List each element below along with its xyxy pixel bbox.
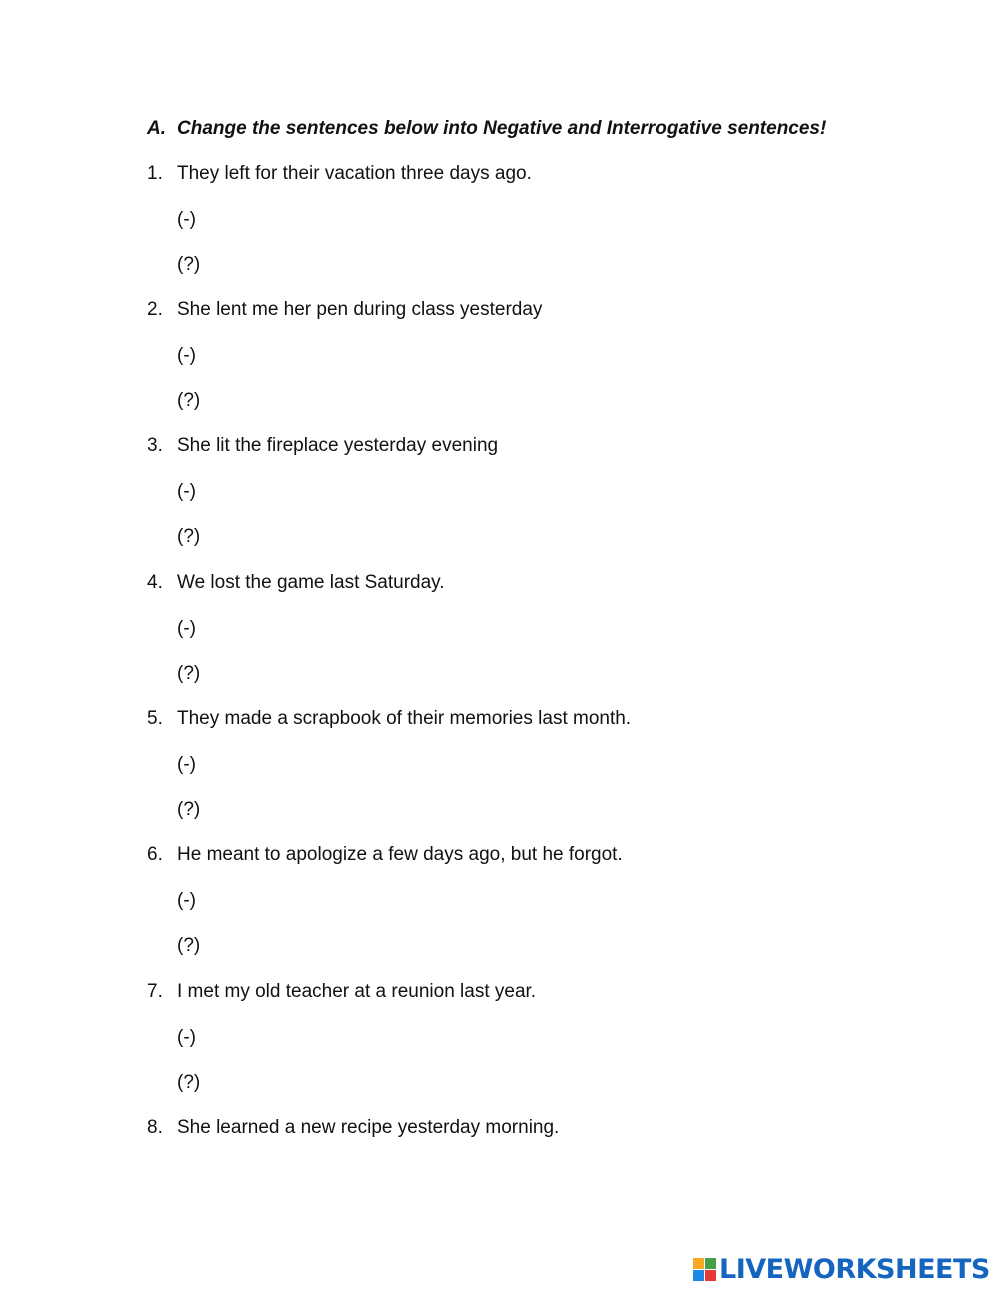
liveworksheets-logo	[693, 1252, 990, 1286]
logo-wordmark: LIVEWORKSHEETS	[719, 1253, 990, 1285]
item-number: 2.	[147, 299, 163, 320]
exercise-item	[147, 572, 445, 594]
interrogative-answer-line[interactable]: (?)	[177, 390, 201, 411]
instruction-text: Change the sentences below into Negative and Interrogative sentences!	[177, 118, 827, 139]
negative-answer-line[interactable]: (-)	[177, 618, 196, 639]
item-sentence: She learned a new recipe yesterday morning.	[177, 1117, 560, 1138]
item-sentence: We lost the game last Saturday.	[177, 572, 445, 593]
logo-blocks-icon	[693, 1258, 716, 1281]
exercise-item	[147, 435, 498, 457]
item-sentence: She lit the fireplace yesterday evening	[177, 435, 499, 456]
negative-answer-line[interactable]: (-)	[177, 754, 196, 775]
item-number: 1.	[147, 163, 163, 184]
exercise-item	[147, 708, 631, 730]
item-number: 3.	[147, 435, 163, 456]
interrogative-answer-line[interactable]: (?)	[177, 935, 201, 956]
negative-answer-line[interactable]: (-)	[177, 890, 196, 911]
negative-answer-line[interactable]: (-)	[177, 481, 196, 502]
exercise-item	[147, 981, 536, 1003]
exercise-item	[147, 1117, 559, 1139]
item-number: 5.	[147, 708, 163, 729]
logo-block	[693, 1258, 704, 1269]
interrogative-answer-line[interactable]: (?)	[177, 526, 201, 547]
item-number: 6.	[147, 844, 163, 865]
negative-answer-line[interactable]: (-)	[177, 209, 196, 230]
interrogative-answer-line[interactable]: (?)	[177, 254, 201, 275]
logo-block	[705, 1270, 716, 1281]
item-number: 4.	[147, 572, 163, 593]
negative-answer-line[interactable]: (-)	[177, 1027, 196, 1048]
item-number: 8.	[147, 1117, 163, 1138]
negative-answer-line[interactable]: (-)	[177, 345, 196, 366]
logo-block	[705, 1258, 716, 1269]
logo-block	[693, 1270, 704, 1281]
interrogative-answer-line[interactable]: (?)	[177, 1072, 201, 1093]
section-letter: A.	[147, 118, 166, 139]
item-number: 7.	[147, 981, 163, 1002]
item-sentence: I met my old teacher at a reunion last year.	[177, 981, 537, 1002]
item-sentence: They left for their vacation three days ago.	[177, 163, 532, 184]
exercise-item	[147, 299, 542, 321]
interrogative-answer-line[interactable]: (?)	[177, 663, 201, 684]
item-sentence: They made a scrapbook of their memories last month.	[177, 708, 632, 729]
interrogative-answer-line[interactable]: (?)	[177, 799, 201, 820]
item-sentence: He meant to apologize a few days ago, but he forgot.	[177, 844, 623, 865]
exercise-item	[147, 844, 623, 866]
exercise-item	[147, 163, 532, 185]
item-sentence: She lent me her pen during class yesterday	[177, 299, 543, 320]
instruction-heading	[147, 118, 826, 140]
